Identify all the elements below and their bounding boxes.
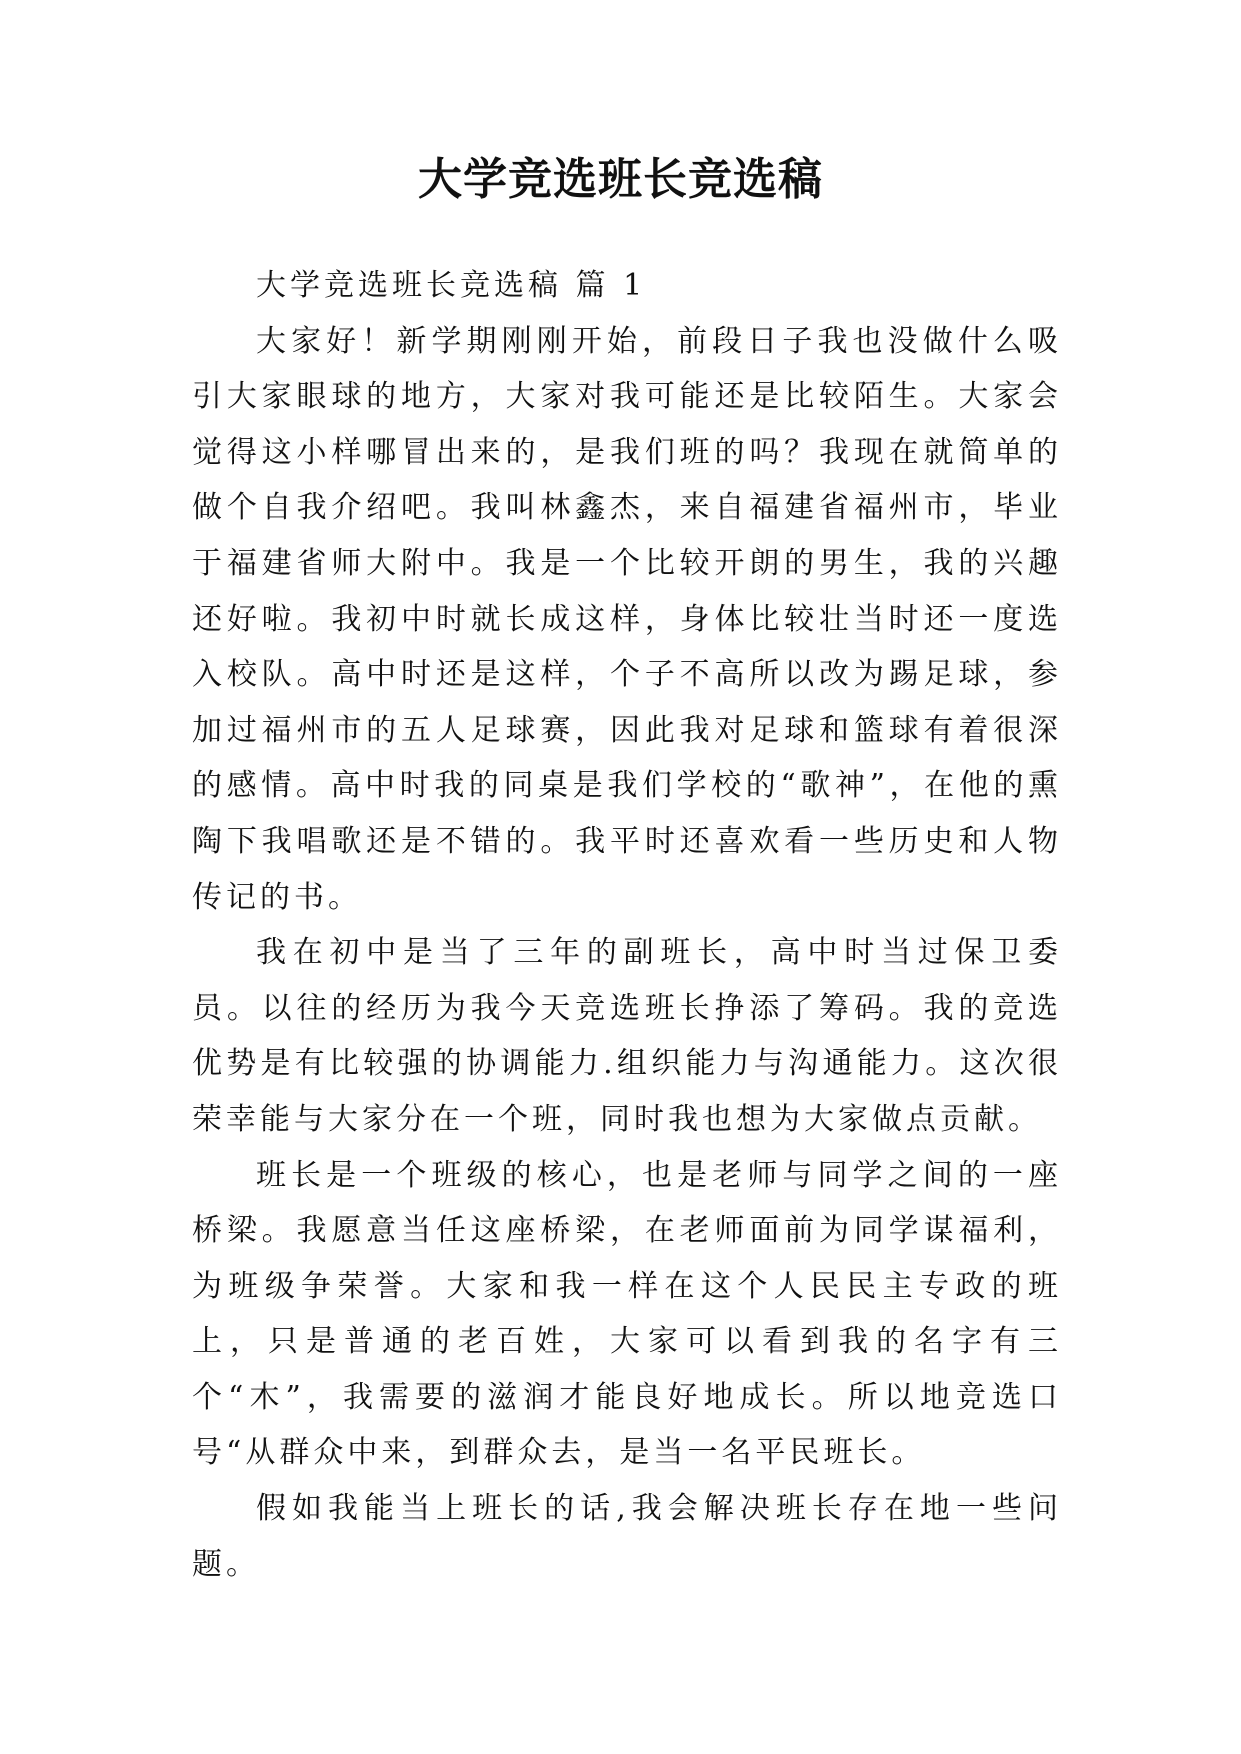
paragraph-4: 假如我能当上班长的话,我会解决班长存在地一些问题。 bbox=[192, 1491, 1062, 1582]
document-title: 大学竞选班长竞选稿 bbox=[418, 154, 823, 205]
paragraph-1: 大家好！新学期刚刚开始，前段日子我也没做什么吸引大家眼球的地方，大家对我可能还是比较陌生。大家会觉得这小样哪冒出来的，是我们班的吗？我现在就简单的做个自我介绍吧。我叫林鑫杰，来自福建省福州市，毕业于福建省师大附中。我是一个比较开朗的男生，我的兴趣还好啦。我初中时就长成这样，身体比较壮当时还一度选入校队。高中时还是这样，个子不高所以改为踢足球，参加过福州市的五人足球赛，因此我对足球和篮球有着很深的感情。高中时我的同桌是我们学校的“歌神”，在他的熏陶下我唱歌还是不错的。我平时还喜欢看一些历史和人物传记的书。 bbox=[192, 323, 1062, 915]
paragraph-3: 班长是一个班级的核心，也是老师与同学之间的一座桥梁。我愿意当任这座桥梁，在老师面前为同学谋福利，为班级争荣誉。大家和我一样在这个人民民主专政的班上，只是普通的老百姓，大家可以看到我的名字有三个“木”，我需要的滋润才能良好地成长。所以地竞选口号“从群众中来，到群众去，是当一名平民班长。 bbox=[192, 1157, 1062, 1471]
paragraph-2: 我在初中是当了三年的副班长，高中时当过保卫委员。以往的经历为我今天竞选班长挣添了筹码。我的竞选优势是有比较强的协调能力.组织能力与沟通能力。这次很荣幸能与大家分在一个班，同时我也想为大家做点贡献。 bbox=[192, 935, 1062, 1137]
section-heading: 大学竞选班长竞选稿 篇 1 bbox=[256, 268, 647, 303]
document-body bbox=[192, 258, 1062, 1592]
